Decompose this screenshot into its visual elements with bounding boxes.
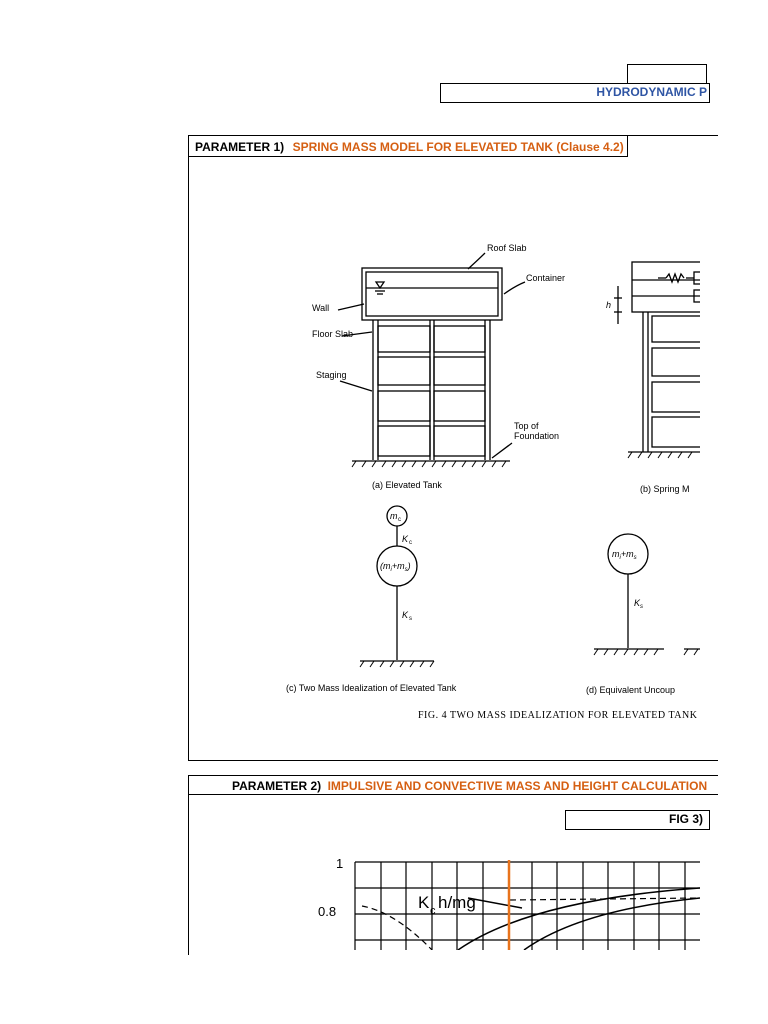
curve-label-rest: h/mg [438, 893, 476, 912]
k-c-label: K [402, 534, 409, 544]
mass-c-sub: c [398, 517, 401, 523]
label-floor-slab: Floor Slab [312, 329, 354, 339]
fig3-label-box [565, 810, 710, 830]
caption-c: (c) Two Mass Idealization of Elevated Tank [286, 683, 457, 693]
label-foundation: Foundation [514, 431, 560, 441]
label-top-of: Top of [514, 421, 539, 431]
k-s-label: K [402, 610, 409, 620]
label-h: h [606, 300, 612, 310]
k-s-label-d: $K_s$ [634, 598, 644, 610]
param1-label: PARAMETER 1) [195, 140, 285, 154]
caption-b: (b) Spring M [640, 484, 690, 494]
header-top-box [627, 64, 707, 84]
param1-header [188, 135, 628, 157]
mass-is-label: $(m_i+m_s)$ [380, 561, 411, 573]
mass-is-label-d: $m_i+m_s$ [612, 549, 637, 561]
mass-ratio-chart [300, 850, 700, 950]
label-staging: Staging [316, 370, 347, 380]
k-s-sub: s [409, 616, 412, 622]
label-roof-slab: Roof Slab [487, 243, 527, 253]
header-title-box [440, 83, 710, 103]
param2-header [188, 775, 718, 795]
spring-mass-figure [280, 236, 700, 726]
fig3-label: FIG 3) [668, 812, 703, 826]
param2-title: IMPULSIVE AND CONVECTIVE MASS AND HEIGHT CALCULATION [327, 779, 708, 793]
label-wall: Wall [312, 303, 330, 313]
y-tick-1: 1 [336, 856, 344, 871]
caption-d: (d) Equivalent Uncoup [586, 685, 676, 695]
param1-title: SPRING MASS MODEL FOR ELEVATED TANK (Clause 4.2) [292, 140, 624, 154]
y-tick-08: 0.8 [318, 904, 337, 919]
fig4-caption: FIG. 4 TWO MASS IDEALIZATION FOR ELEVATED TANK [418, 710, 698, 721]
mass-c-label: m [390, 511, 398, 521]
curve-label-sub: c [430, 905, 436, 917]
caption-a: (a) Elevated Tank [372, 480, 442, 490]
curve-label-k: K [418, 893, 430, 912]
k-c-sub: c [409, 540, 412, 546]
label-container: Container [526, 273, 566, 283]
param2-label: PARAMETER 2) [232, 779, 322, 793]
header-title: HYDRODYNAMIC P [596, 85, 707, 99]
